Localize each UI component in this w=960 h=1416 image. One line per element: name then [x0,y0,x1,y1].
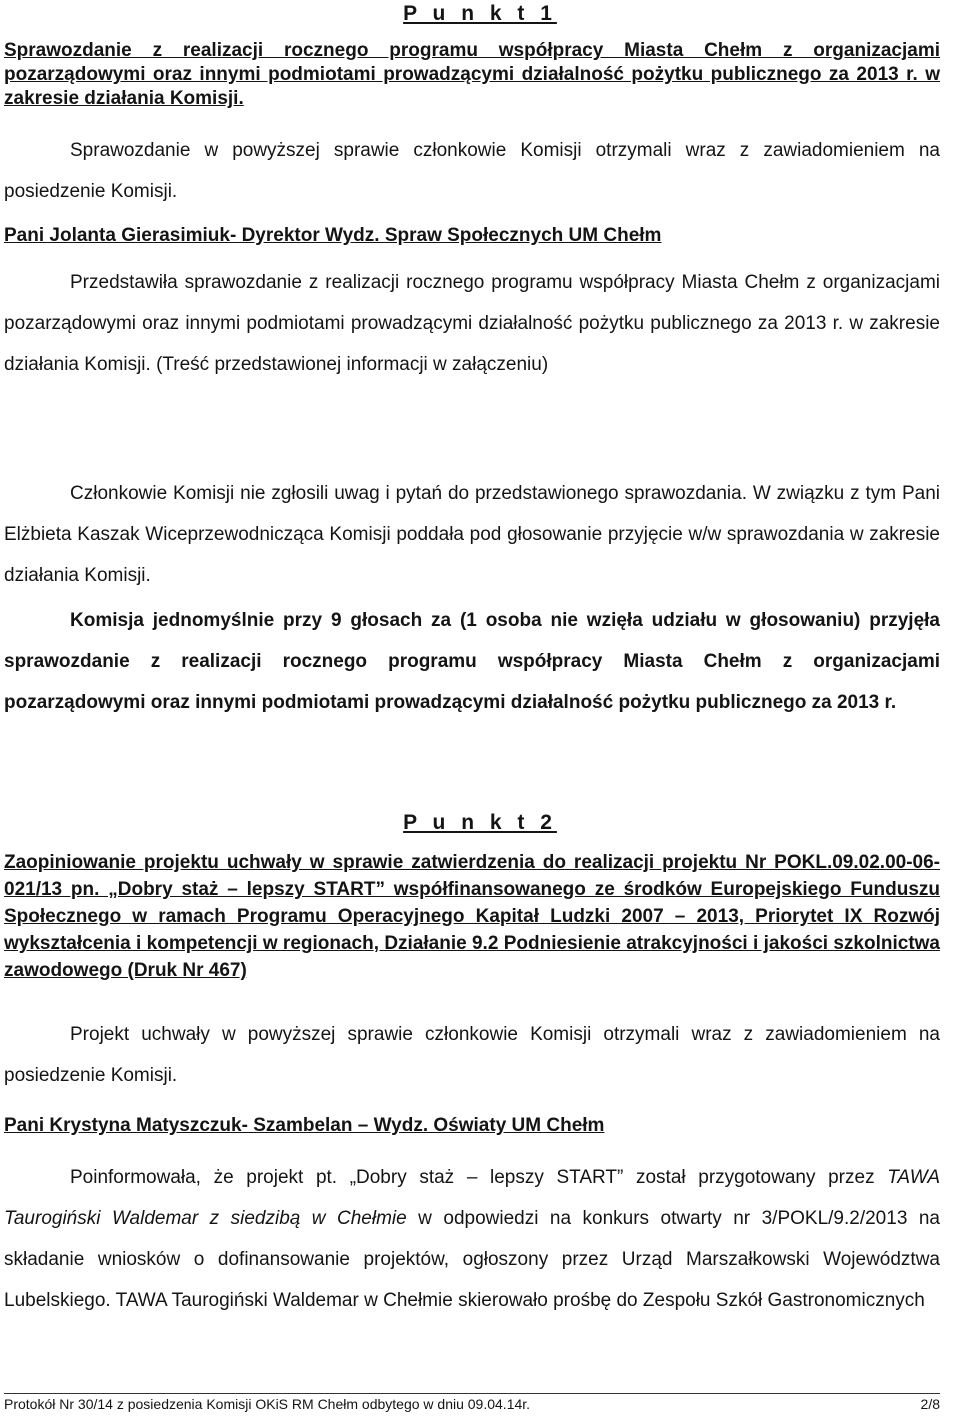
punkt-1-title: Sprawozdanie z realizacji rocznego programu współpracy Miasta Chełm z organizacjami pozarządowymi oraz innymi podmiotami prowadzącymi działalność pożytku publicznego za 2013 r. w zakresie działania Komisji. [4,40,940,109]
punkt-1-discussion: Członkowie Komisji nie zgłosili uwag i pytań do przedstawionego sprawozdania. W związku z tym Pani Elżbieta Kaszak Wiceprzewodnicząca Komisji poddała pod głosowanie przyjęcie w/w sprawozdania w zakresie działania Komisji. [4,483,940,586]
punkt-1-heading: P u n k t 1 [403,2,557,25]
punkt-1-speaker: Pani Jolanta Gierasimiuk- Dyrektor Wydz. Spraw Społecznych UM Chełm [4,225,662,246]
footer-page-number: 2/8 [920,1396,940,1412]
punkt-2-info [4,1157,940,1321]
punkt-1-received-note: Sprawozdanie w powyższej sprawie członkowie Komisji otrzymali wraz z zawiadomieniem na posiedzenie Komisji. [4,140,940,202]
punkt-2-speaker: Pani Krystyna Matyszczuk- Szambelan – Wydz. Oświaty UM Chełm [4,1115,605,1136]
footer-rule [4,1393,940,1394]
footer-text: Protokół Nr 30/14 z posiedzenia Komisji OKiS RM Chełm odbytego w dniu 09.04.14r. [4,1396,531,1412]
punkt-2-info-part2: w odpowiedzi na konkurs otwarty nr 3/POKL/9.2/2013 na składanie wniosków o dofinansowanie projektów, ogłoszony przez Urząd Marszałkowski Województwa Lubelskiego. TAWA Taurogiński Waldemar w Chełmie skierowało prośbę do Zespołu Szkół Gastronomicznych [4,1208,940,1311]
punkt-2-received-note: Projekt uchwały w powyższej sprawie członkowie Komisji otrzymali wraz z zawiadomieniem na posiedzenie Komisji. [4,1024,940,1086]
page-footer [0,1393,960,1416]
punkt-2-title: Zaopiniowanie projektu uchwały w sprawie zatwierdzenia do realizacji projektu Nr POKL.09.02.00-06-021/13 pn. „Dobry staż – lepszy START” współfinansowanego ze środków Europejskiego Funduszu Społecznego w ramach Programu Operacyjnego Kapitał Ludzki 2007 – 2013, Priorytet IX Rozwój wykształcenia i kompetencji w regionach, Działanie 9.2 Podniesienie atrakcyjności i jakości szkolnictwa zawodowego (Druk Nr 467) [4,852,940,981]
punkt-2-info-applicant: TAWA Taurogiński Waldemar z siedzibą w Chełmie [4,1167,940,1229]
punkt-2-info-part1: Poinformowała, że projekt pt. „Dobry staż – lepszy START” został przygotowany przez [70,1167,888,1188]
punkt-1-presentation: Przedstawiła sprawozdanie z realizacji rocznego programu współpracy Miasta Chełm z organizacjami pozarządowymi oraz innymi podmiotami prowadzącymi działalność pożytku publicznego za 2013 r. w zakresie działania Komisji. (Treść przedstawionej informacji w załączeniu) [4,272,940,375]
punkt-2-heading: P u n k t 2 [403,811,557,834]
punkt-1-resolution: Komisja jednomyślnie przy 9 głosach za (1 osoba nie wzięła udziału w głosowaniu) przyjęła sprawozdanie z realizacji rocznego programu współpracy Miasta Chełm z organizacjami pozarządowymi oraz innymi podmiotami prowadzącymi działalność pożytku publicznego za 2013 r. [4,610,940,713]
